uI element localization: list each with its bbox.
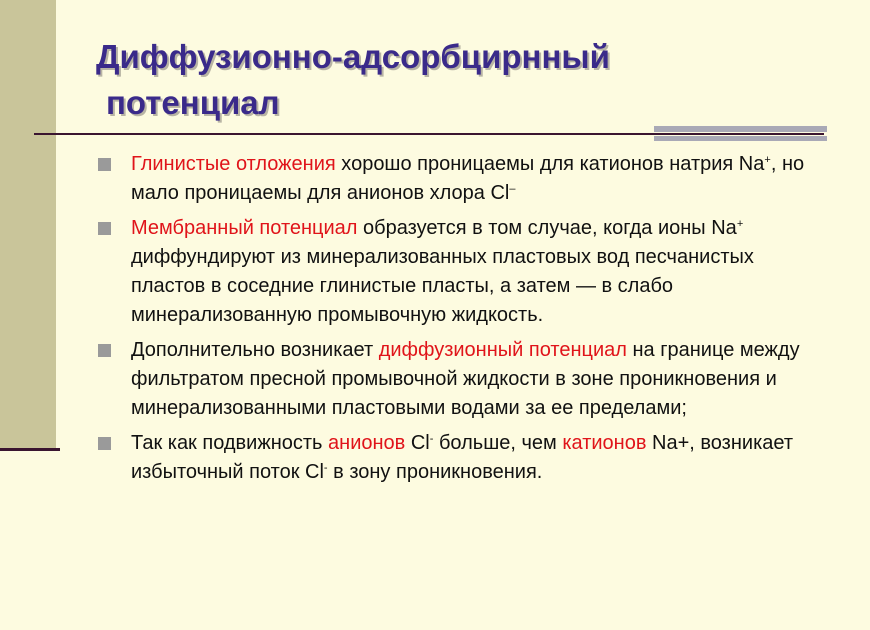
bullet-1-text: , но мало проницаемы для анионов хлора Cl: [131, 153, 805, 204]
bullet-2-text: образуется в том случае, когда ионы Na: [357, 217, 737, 239]
bullet-list: [98, 150, 828, 493]
bullet-4-text: Так как подвижность: [131, 432, 329, 454]
bullet-1-superscript: –: [509, 183, 516, 195]
bullet-1-text: хорошо проницаемы для катионов натрия Na: [335, 153, 765, 175]
title-rule-gray-top: [654, 126, 827, 132]
title-rule-gray-bottom: [654, 136, 827, 141]
bullet-3-text: Дополнительно возникает: [131, 339, 379, 361]
slide-title: [96, 34, 610, 126]
bullet-3-highlight: диффузионный потенциал: [378, 339, 627, 361]
bullet-4-text: в зону проникновения.: [327, 461, 543, 483]
title-rule-dark: [34, 133, 824, 135]
bullet-3-text: на границе между фильтратом пресной промывочной жидкости в зоне проникновения и минерализованными пластовыми водами за ее пределами;: [131, 339, 800, 419]
bullet-4-highlight: катионов: [562, 432, 647, 454]
left-accent-line: [0, 448, 60, 451]
square-bullet-icon: [98, 222, 111, 235]
bullet-2-text: диффундируют из минерализованных пластовых вод песчанистых пластов в соседние глинистые пласты, а затем — в слабо минерализованную промывочную жидкость.: [131, 246, 754, 326]
bullet-4-superscript: -: [429, 433, 434, 445]
bullet-4-text: Na+, возникает избыточный поток Cl: [131, 432, 794, 483]
slide-title-line2: потенциал: [106, 84, 280, 121]
left-accent-bar: [0, 0, 56, 449]
bullet-1-superscript: +: [764, 154, 771, 166]
bullet-2-superscript: +: [736, 218, 744, 230]
slide-title-line1: Диффузионно-адсорбцирнный: [96, 38, 610, 75]
bullet-item-2: [98, 214, 828, 330]
bullet-4-highlight: анионов: [328, 432, 406, 454]
bullet-1-highlight: Глинистые отложения: [131, 153, 336, 175]
bullet-4-text: больше, чем: [433, 432, 563, 454]
bullet-item-4: [98, 429, 828, 487]
bullet-4-superscript: -: [323, 462, 328, 474]
bullet-item-1: [98, 150, 828, 208]
square-bullet-icon: [98, 437, 111, 450]
bullet-4-text: Cl: [405, 432, 430, 454]
square-bullet-icon: [98, 344, 111, 357]
bullet-2-highlight: Мембранный потенциал: [131, 217, 358, 239]
square-bullet-icon: [98, 158, 111, 171]
bullet-item-3: [98, 336, 828, 423]
